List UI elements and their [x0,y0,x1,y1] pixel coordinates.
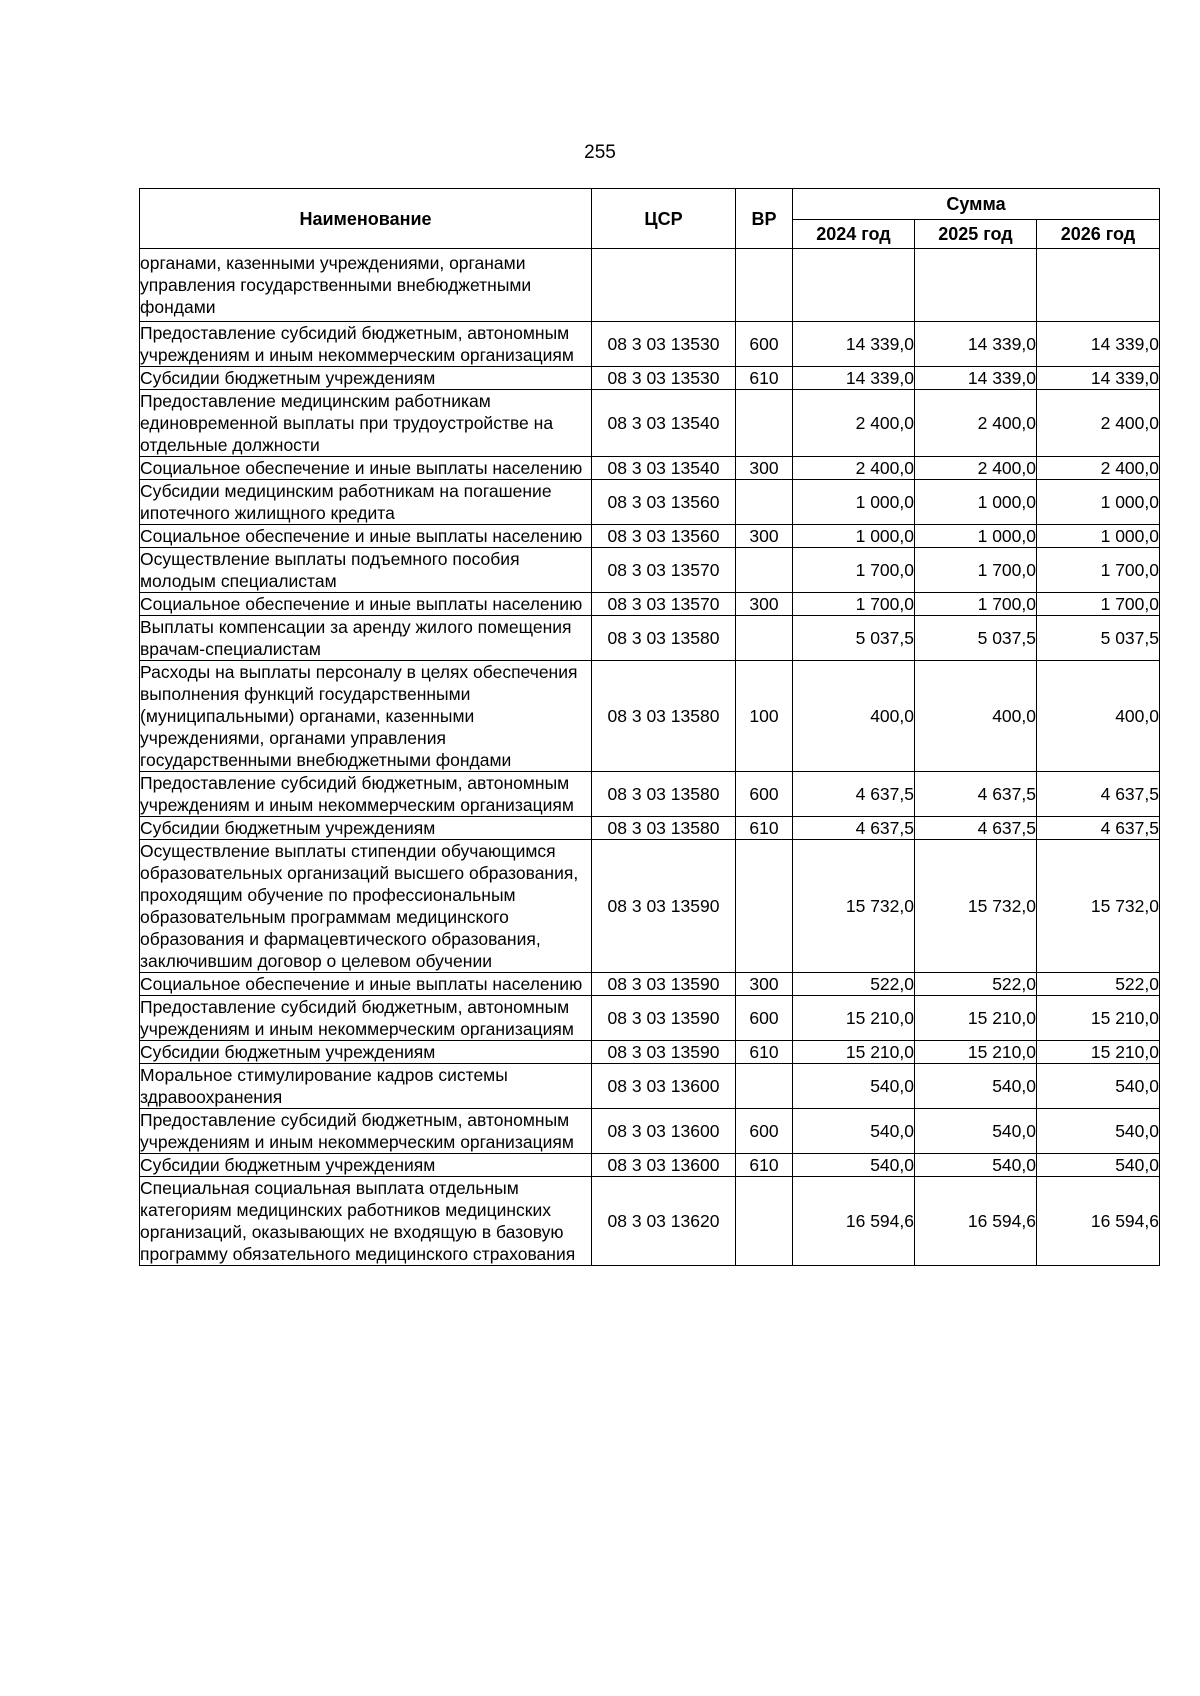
cell-2026: 1 700,0 [1037,548,1160,593]
table-row [140,249,1160,322]
cell-csr: 08 3 03 13580 [592,817,736,840]
cell-2025: 15 210,0 [915,1041,1037,1064]
cell-vr: 100 [736,661,793,772]
cell-2024: 14 339,0 [793,367,915,390]
table-row [140,457,1160,480]
cell-2026: 540,0 [1037,1109,1160,1154]
cell-csr: 08 3 03 13600 [592,1154,736,1177]
cell-2025: 540,0 [915,1154,1037,1177]
cell-csr: 08 3 03 13540 [592,390,736,457]
cell-csr [592,249,736,322]
cell-2025 [915,249,1037,322]
cell-2025: 2 400,0 [915,390,1037,457]
cell-2026: 2 400,0 [1037,390,1160,457]
cell-name: Специальная социальная выплата отдельным категориям медицинских работников медицинских организаций, оказывающих не входящую в базовую программу обязательного медицинского страхования [140,1177,592,1266]
table-body [140,249,1160,1266]
cell-name: Моральное стимулирование кадров системы здравоохранения [140,1064,592,1109]
cell-2024: 15 210,0 [793,996,915,1041]
cell-2024: 16 594,6 [793,1177,915,1266]
cell-name: Субсидии бюджетным учреждениям [140,367,592,390]
cell-name: Осуществление выплаты стипендии обучающимся образовательных организаций высшего образования, проходящим обучение по профессиональным образовательным программам медицинского образования и фармацевтического образования, заключившим договор о целевом обучении [140,840,592,973]
cell-2024: 2 400,0 [793,390,915,457]
table-row [140,996,1160,1041]
cell-csr: 08 3 03 13560 [592,480,736,525]
cell-2024: 4 637,5 [793,772,915,817]
cell-2024: 4 637,5 [793,817,915,840]
cell-vr: 300 [736,593,793,616]
cell-name: Социальное обеспечение и иные выплаты населению [140,973,592,996]
cell-csr: 08 3 03 13620 [592,1177,736,1266]
cell-name: Субсидии медицинским работникам на погашение ипотечного жилищного кредита [140,480,592,525]
cell-2026: 14 339,0 [1037,367,1160,390]
table-row [140,525,1160,548]
cell-csr: 08 3 03 13590 [592,973,736,996]
cell-csr: 08 3 03 13570 [592,593,736,616]
cell-2026 [1037,249,1160,322]
table-row [140,616,1160,661]
cell-vr [736,548,793,593]
cell-2025: 400,0 [915,661,1037,772]
table-row [140,593,1160,616]
cell-name: Социальное обеспечение и иные выплаты населению [140,593,592,616]
cell-name: Субсидии бюджетным учреждениям [140,1154,592,1177]
cell-vr: 300 [736,457,793,480]
cell-vr [736,390,793,457]
cell-csr: 08 3 03 13530 [592,322,736,367]
cell-2026: 1 000,0 [1037,525,1160,548]
cell-csr: 08 3 03 13560 [592,525,736,548]
cell-2025: 4 637,5 [915,772,1037,817]
cell-2025: 2 400,0 [915,457,1037,480]
cell-2025: 4 637,5 [915,817,1037,840]
cell-vr: 610 [736,1041,793,1064]
cell-vr: 610 [736,817,793,840]
cell-name: Предоставление субсидий бюджетным, автономным учреждениям и иным некоммерческим организациям [140,322,592,367]
cell-2025: 1 000,0 [915,480,1037,525]
cell-vr [736,616,793,661]
cell-2025: 16 594,6 [915,1177,1037,1266]
cell-2024: 1 700,0 [793,548,915,593]
cell-csr: 08 3 03 13570 [592,548,736,593]
table-row [140,973,1160,996]
cell-2024: 15 732,0 [793,840,915,973]
cell-2025: 1 700,0 [915,593,1037,616]
cell-name: Предоставление медицинским работникам единовременной выплаты при трудоустройстве на отдельные должности [140,390,592,457]
cell-2025: 1 700,0 [915,548,1037,593]
cell-2024: 1 000,0 [793,525,915,548]
header-vr: ВР [736,189,793,249]
cell-2026: 15 210,0 [1037,1041,1160,1064]
table-row [140,1177,1160,1266]
cell-2024: 522,0 [793,973,915,996]
header-year-2024: 2024 год [793,220,915,249]
cell-vr [736,840,793,973]
table-row [140,548,1160,593]
header-year-2025: 2025 год [915,220,1037,249]
cell-csr: 08 3 03 13590 [592,840,736,973]
cell-name: Субсидии бюджетным учреждениям [140,1041,592,1064]
cell-2026: 1 700,0 [1037,593,1160,616]
cell-2025: 1 000,0 [915,525,1037,548]
cell-name: органами, казенными учреждениями, органами управления государственными внебюджетными фондами [140,249,592,322]
cell-2026: 540,0 [1037,1064,1160,1109]
cell-name: Субсидии бюджетным учреждениям [140,817,592,840]
cell-2024: 15 210,0 [793,1041,915,1064]
budget-table [139,188,1160,1266]
cell-2026: 1 000,0 [1037,480,1160,525]
page-number: 255 [584,142,616,163]
cell-csr: 08 3 03 13600 [592,1064,736,1109]
cell-2024: 5 037,5 [793,616,915,661]
cell-csr: 08 3 03 13580 [592,661,736,772]
cell-vr: 300 [736,973,793,996]
cell-2026: 540,0 [1037,1154,1160,1177]
cell-2024: 2 400,0 [793,457,915,480]
cell-2026: 4 637,5 [1037,772,1160,817]
cell-csr: 08 3 03 13600 [592,1109,736,1154]
cell-vr [736,1064,793,1109]
cell-csr: 08 3 03 13580 [592,616,736,661]
table-row [140,390,1160,457]
cell-csr: 08 3 03 13530 [592,367,736,390]
table-row [140,322,1160,367]
table-header [140,189,1160,249]
cell-2024: 400,0 [793,661,915,772]
table-row [140,1064,1160,1109]
cell-vr [736,249,793,322]
cell-vr [736,480,793,525]
cell-2026: 15 210,0 [1037,996,1160,1041]
table-row [140,840,1160,973]
cell-2025: 5 037,5 [915,616,1037,661]
cell-vr: 610 [736,367,793,390]
cell-name: Социальное обеспечение и иные выплаты населению [140,525,592,548]
cell-vr [736,1177,793,1266]
cell-2025: 540,0 [915,1064,1037,1109]
cell-2026: 4 637,5 [1037,817,1160,840]
header-csr: ЦСР [592,189,736,249]
table-row [140,772,1160,817]
cell-vr: 600 [736,772,793,817]
table-row [140,817,1160,840]
cell-vr: 600 [736,1109,793,1154]
cell-csr: 08 3 03 13580 [592,772,736,817]
cell-csr: 08 3 03 13590 [592,1041,736,1064]
table-row [140,480,1160,525]
cell-2024 [793,249,915,322]
cell-name: Осуществление выплаты подъемного пособия молодым специалистам [140,548,592,593]
cell-name: Выплаты компенсации за аренду жилого помещения врачам-специалистам [140,616,592,661]
header-year-2026: 2026 год [1037,220,1160,249]
cell-2024: 14 339,0 [793,322,915,367]
cell-2024: 540,0 [793,1154,915,1177]
cell-2024: 540,0 [793,1064,915,1109]
cell-vr: 300 [736,525,793,548]
header-name: Наименование [140,189,592,249]
cell-2025: 14 339,0 [915,322,1037,367]
table-row [140,1154,1160,1177]
cell-2026: 5 037,5 [1037,616,1160,661]
header-sum: Сумма [793,189,1160,220]
table-row [140,661,1160,772]
cell-2025: 540,0 [915,1109,1037,1154]
cell-name: Предоставление субсидий бюджетным, автономным учреждениям и иным некоммерческим организациям [140,1109,592,1154]
cell-name: Предоставление субсидий бюджетным, автономным учреждениям и иным некоммерческим организациям [140,996,592,1041]
table-row [140,1109,1160,1154]
cell-2026: 2 400,0 [1037,457,1160,480]
cell-2025: 522,0 [915,973,1037,996]
cell-name: Социальное обеспечение и иные выплаты населению [140,457,592,480]
cell-vr: 600 [736,322,793,367]
table-row [140,367,1160,390]
cell-2026: 400,0 [1037,661,1160,772]
cell-2026: 16 594,6 [1037,1177,1160,1266]
cell-csr: 08 3 03 13590 [592,996,736,1041]
cell-vr: 610 [736,1154,793,1177]
cell-2024: 1 700,0 [793,593,915,616]
cell-name: Предоставление субсидий бюджетным, автономным учреждениям и иным некоммерческим организациям [140,772,592,817]
cell-2026: 522,0 [1037,973,1160,996]
cell-2024: 1 000,0 [793,480,915,525]
cell-vr: 600 [736,996,793,1041]
cell-2024: 540,0 [793,1109,915,1154]
cell-csr: 08 3 03 13540 [592,457,736,480]
cell-name: Расходы на выплаты персоналу в целях обеспечения выполнения функций государственными (муниципальными) органами, казенными учреждениями, органами управления государственными внебюджетными фондами [140,661,592,772]
cell-2026: 15 732,0 [1037,840,1160,973]
cell-2025: 15 732,0 [915,840,1037,973]
cell-2025: 14 339,0 [915,367,1037,390]
cell-2025: 15 210,0 [915,996,1037,1041]
cell-2026: 14 339,0 [1037,322,1160,367]
table-row [140,1041,1160,1064]
